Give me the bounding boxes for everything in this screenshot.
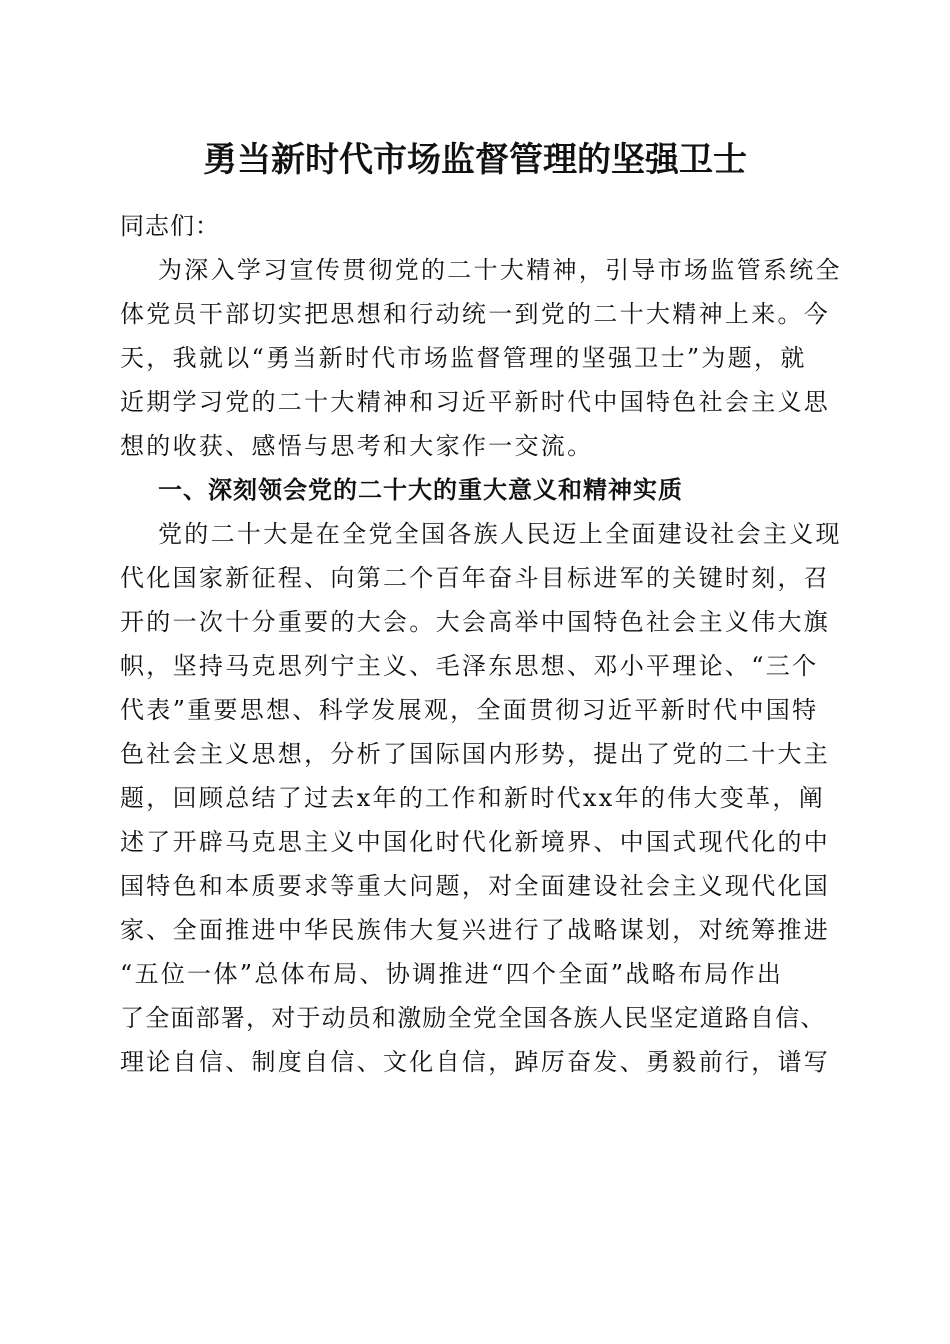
intro-line-4: 近期学习党的二十大精神和习近平新时代中国特色社会主义思 xyxy=(120,388,831,416)
salutation: 同志们： xyxy=(120,212,220,240)
section1-line-6: 色社会主义思想，分析了国际国内形势，提出了党的二十大主 xyxy=(120,740,831,768)
section1-line-11: “五位一体”总体布局、协调推进“四个全面”战略布局作出 xyxy=(120,960,784,988)
section1-line-8: 述了开辟马克思主义中国化时代化新境界、中国式现代化的中 xyxy=(120,828,831,856)
section1-line-13: 理论自信、制度自信、文化自信，踔厉奋发、勇毅前行，谱写 xyxy=(120,1048,831,1076)
intro-line-1: 为深入学习宣传贯彻党的二十大精神，引导市场监管系统全 xyxy=(158,256,842,284)
document-body xyxy=(120,204,842,1084)
section1-line-10: 家、全面推进中华民族伟大复兴进行了战略谋划，对统筹推进 xyxy=(120,916,831,944)
section1-line-2: 代化国家新征程、向第二个百年奋斗目标进军的关键时刻，召 xyxy=(120,564,831,592)
intro-line-3: 天，我就以“勇当新时代市场监督管理的坚强卫士”为题，就 xyxy=(120,344,807,372)
intro-line-5: 想的收获、感悟与思考和大家作一交流。 xyxy=(120,432,594,460)
section1-line-5: 代表”重要思想、科学发展观，全面贯彻习近平新时代中国特 xyxy=(120,696,819,724)
section1-line-3: 开的一次十分重要的大会。大会高举中国特色社会主义伟大旗 xyxy=(120,608,831,636)
section1-line-1: 党的二十大是在全党全国各族人民迈上全面建设社会主义现 xyxy=(158,520,842,548)
document-title: 勇当新时代市场监督管理的坚强卫士 xyxy=(203,140,747,180)
section1-line-12: 了全面部署，对于动员和激励全党全国各族人民坚定道路自信、 xyxy=(120,1004,826,1032)
section-heading-1: 一、深刻领会党的二十大的重大意义和精神实质 xyxy=(158,476,683,504)
section1-line-9: 国特色和本质要求等重大问题，对全面建设社会主义现代化国 xyxy=(120,872,831,900)
intro-line-2: 体党员干部切实把思想和行动统一到党的二十大精神上来。今 xyxy=(120,300,831,328)
section1-line-4: 帜，坚持马克思列宁主义、毛泽东思想、邓小平理论、“三个 xyxy=(120,652,819,680)
section1-line-7: 题，回顾总结了过去x年的工作和新时代xx年的伟大变革，阐 xyxy=(120,784,826,812)
